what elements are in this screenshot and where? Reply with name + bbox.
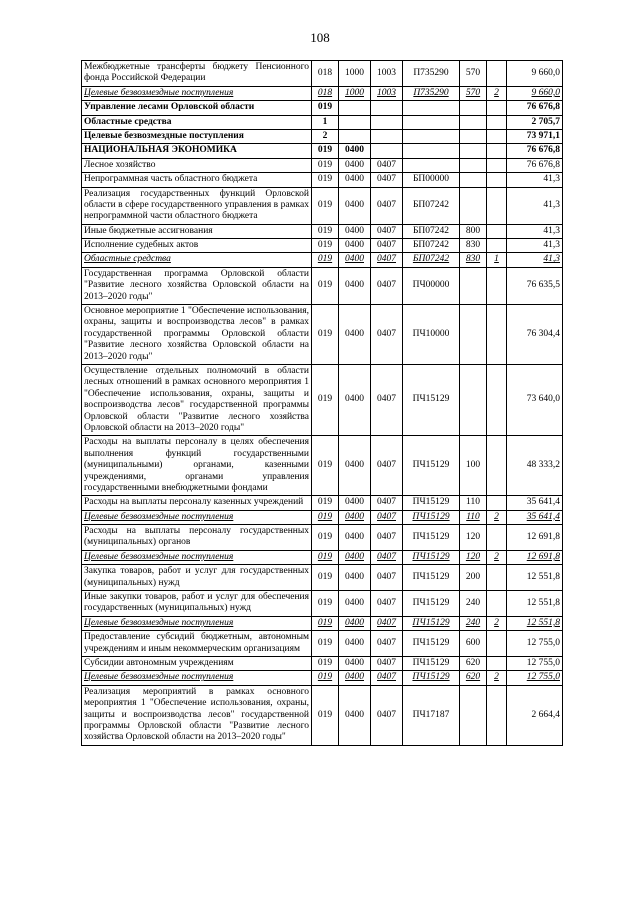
row-amount: 76 676,8 <box>507 144 563 158</box>
table-row <box>82 671 563 685</box>
row-funding-source <box>487 61 507 87</box>
row-section-code: 0400 <box>339 267 371 304</box>
row-subsection-code: 0407 <box>371 496 403 510</box>
row-amount: 35 641,4 <box>507 496 563 510</box>
row-funding-source <box>487 187 507 224</box>
table-row <box>82 101 563 115</box>
row-funding-source <box>487 685 507 745</box>
row-section-code: 0400 <box>339 591 371 617</box>
row-subsection-code <box>371 129 403 143</box>
row-target-article: ПЧ15129 <box>403 591 460 617</box>
row-name: Областные средства <box>82 115 312 129</box>
row-amount: 12 691,8 <box>507 525 563 551</box>
row-expense-type: 120 <box>460 550 487 564</box>
row-funding-source: 2 <box>487 510 507 524</box>
row-target-article: ПЧ15129 <box>403 565 460 591</box>
row-name: Расходы на выплаты персоналу государственных (муниципальных) органов <box>82 525 312 551</box>
row-funding-source: 2 <box>487 671 507 685</box>
row-target-article: ПЧ15129 <box>403 656 460 670</box>
row-target-article: ПЧ15129 <box>403 550 460 564</box>
table-row <box>82 616 563 630</box>
row-target-article: ПЧ15129 <box>403 525 460 551</box>
row-name: Целевые безвозмездные поступления <box>82 86 312 100</box>
row-funding-source <box>487 115 507 129</box>
row-ministry-code: 018 <box>312 61 339 87</box>
row-target-article <box>403 101 460 115</box>
row-subsection-code: 0407 <box>371 364 403 435</box>
row-ministry-code: 019 <box>312 436 339 496</box>
row-target-article: ПЧ15129 <box>403 671 460 685</box>
table-row <box>82 173 563 187</box>
row-ministry-code: 019 <box>312 550 339 564</box>
row-target-article: ПЧ15129 <box>403 510 460 524</box>
row-name: Расходы на выплаты персоналу казенных учреждений <box>82 496 312 510</box>
row-name: Иные закупки товаров, работ и услуг для обеспечения государственных (муниципальных) нужд <box>82 591 312 617</box>
row-funding-source <box>487 305 507 365</box>
row-ministry-code: 019 <box>312 173 339 187</box>
row-target-article: ПЧ00000 <box>403 267 460 304</box>
row-amount: 12 551,8 <box>507 591 563 617</box>
row-expense-type: 800 <box>460 224 487 238</box>
row-expense-type <box>460 158 487 172</box>
row-funding-source <box>487 129 507 143</box>
table-row <box>82 224 563 238</box>
row-expense-type: 100 <box>460 436 487 496</box>
row-section-code: 0400 <box>339 239 371 253</box>
row-amount: 12 551,8 <box>507 565 563 591</box>
row-section-code <box>339 101 371 115</box>
row-funding-source <box>487 525 507 551</box>
row-subsection-code: 0407 <box>371 187 403 224</box>
row-name: Государственная программа Орловской области "Развитие лесного хозяйства Орловской области на 2013–2020 годы" <box>82 267 312 304</box>
row-subsection-code: 0407 <box>371 631 403 657</box>
row-ministry-code: 019 <box>312 253 339 267</box>
row-amount: 9 660,0 <box>507 61 563 87</box>
row-amount: 73 640,0 <box>507 364 563 435</box>
row-name: Областные средства <box>82 253 312 267</box>
table-row <box>82 364 563 435</box>
row-ministry-code: 019 <box>312 101 339 115</box>
row-subsection-code <box>371 144 403 158</box>
row-funding-source <box>487 364 507 435</box>
row-target-article: ПЧ17187 <box>403 685 460 745</box>
row-section-code <box>339 115 371 129</box>
row-amount: 41,3 <box>507 173 563 187</box>
row-name: Целевые безвозмездные поступления <box>82 616 312 630</box>
row-section-code: 0400 <box>339 224 371 238</box>
table-row <box>82 685 563 745</box>
row-section-code: 0400 <box>339 631 371 657</box>
table-row <box>82 496 563 510</box>
row-funding-source <box>487 565 507 591</box>
row-subsection-code: 0407 <box>371 436 403 496</box>
row-amount: 12 755,0 <box>507 656 563 670</box>
row-expense-type <box>460 144 487 158</box>
row-subsection-code: 0407 <box>371 267 403 304</box>
row-expense-type <box>460 305 487 365</box>
row-section-code: 0400 <box>339 510 371 524</box>
row-expense-type: 620 <box>460 671 487 685</box>
row-ministry-code: 019 <box>312 685 339 745</box>
row-funding-source <box>487 101 507 115</box>
row-ministry-code: 019 <box>312 239 339 253</box>
row-target-article: БП07242 <box>403 224 460 238</box>
row-expense-type: 200 <box>460 565 487 591</box>
row-target-article <box>403 144 460 158</box>
row-amount: 76 635,5 <box>507 267 563 304</box>
row-subsection-code: 0407 <box>371 550 403 564</box>
row-name: Предоставление субсидий бюджетным, автономным учреждениям и иным некоммерческим организациям <box>82 631 312 657</box>
row-funding-source: 2 <box>487 86 507 100</box>
table-row <box>82 565 563 591</box>
row-ministry-code: 019 <box>312 224 339 238</box>
row-amount: 35 641,4 <box>507 510 563 524</box>
row-ministry-code: 019 <box>312 525 339 551</box>
row-section-code: 0400 <box>339 496 371 510</box>
row-subsection-code <box>371 101 403 115</box>
row-section-code: 0400 <box>339 616 371 630</box>
row-expense-type: 570 <box>460 61 487 87</box>
row-name: Исполнение судебных актов <box>82 239 312 253</box>
row-name: Лесное хозяйство <box>82 158 312 172</box>
row-name: НАЦИОНАЛЬНАЯ ЭКОНОМИКА <box>82 144 312 158</box>
row-target-article: ПЧ15129 <box>403 616 460 630</box>
table-row <box>82 115 563 129</box>
row-section-code: 0400 <box>339 525 371 551</box>
row-ministry-code: 019 <box>312 631 339 657</box>
row-funding-source <box>487 267 507 304</box>
row-name: Целевые безвозмездные поступления <box>82 510 312 524</box>
row-amount: 41,3 <box>507 253 563 267</box>
row-subsection-code: 0407 <box>371 591 403 617</box>
row-section-code: 1000 <box>339 86 371 100</box>
table-row <box>82 253 563 267</box>
row-name: Целевые безвозмездные поступления <box>82 671 312 685</box>
row-section-code: 0400 <box>339 144 371 158</box>
row-expense-type <box>460 267 487 304</box>
row-section-code: 0400 <box>339 671 371 685</box>
row-target-article: ПЧ10000 <box>403 305 460 365</box>
row-target-article: ПЧ15129 <box>403 496 460 510</box>
row-expense-type: 240 <box>460 591 487 617</box>
table-row <box>82 305 563 365</box>
row-expense-type: 570 <box>460 86 487 100</box>
row-name: Непрограммная часть областного бюджета <box>82 173 312 187</box>
row-subsection-code: 0407 <box>371 525 403 551</box>
row-subsection-code <box>371 115 403 129</box>
row-expense-type <box>460 685 487 745</box>
table-row <box>82 239 563 253</box>
row-subsection-code: 0407 <box>371 565 403 591</box>
row-subsection-code: 0407 <box>371 656 403 670</box>
row-amount: 12 551,8 <box>507 616 563 630</box>
row-funding-source <box>487 631 507 657</box>
row-expense-type <box>460 101 487 115</box>
row-section-code: 0400 <box>339 436 371 496</box>
table-row <box>82 86 563 100</box>
row-expense-type: 830 <box>460 239 487 253</box>
row-name: Субсидии автономным учреждениям <box>82 656 312 670</box>
row-section-code: 0400 <box>339 656 371 670</box>
row-expense-type <box>460 187 487 224</box>
row-ministry-code: 019 <box>312 187 339 224</box>
row-section-code: 0400 <box>339 550 371 564</box>
row-funding-source <box>487 144 507 158</box>
row-expense-type <box>460 173 487 187</box>
row-name: Закупка товаров, работ и услуг для государственных (муниципальных) нужд <box>82 565 312 591</box>
row-subsection-code: 0407 <box>371 510 403 524</box>
row-expense-type: 620 <box>460 656 487 670</box>
row-subsection-code: 1003 <box>371 86 403 100</box>
table-row <box>82 525 563 551</box>
row-target-article <box>403 115 460 129</box>
table-row <box>82 591 563 617</box>
row-section-code: 1000 <box>339 61 371 87</box>
row-funding-source: 2 <box>487 616 507 630</box>
row-subsection-code: 1003 <box>371 61 403 87</box>
row-funding-source <box>487 591 507 617</box>
row-funding-source <box>487 656 507 670</box>
row-ministry-code: 019 <box>312 510 339 524</box>
row-expense-type: 110 <box>460 496 487 510</box>
row-name: Реализация мероприятий в рамках основного мероприятия 1 "Обеспечение использования, охраны, защиты и воспроизводства лесов" государственной программы Орловской области "Развитие лесного хозяйства Орловской области на 2013–2020 годы" <box>82 685 312 745</box>
row-subsection-code: 0407 <box>371 305 403 365</box>
row-amount: 41,3 <box>507 224 563 238</box>
row-ministry-code: 019 <box>312 565 339 591</box>
row-section-code: 0400 <box>339 305 371 365</box>
row-ministry-code: 019 <box>312 671 339 685</box>
row-subsection-code: 0407 <box>371 685 403 745</box>
row-ministry-code: 019 <box>312 591 339 617</box>
row-expense-type: 830 <box>460 253 487 267</box>
row-name: Межбюджетные трансферты бюджету Пенсионного фонда Российской Федерации <box>82 61 312 87</box>
budget-table <box>81 60 563 746</box>
row-name: Управление лесами Орловской области <box>82 101 312 115</box>
row-name: Основное мероприятие 1 "Обеспечение использования, охраны, защиты и воспроизводства лесов" в рамках государственной программы Орловской области "Развитие лесного хозяйства Орловской области на 2013–2020 годы" <box>82 305 312 365</box>
row-amount: 76 304,4 <box>507 305 563 365</box>
row-funding-source <box>487 496 507 510</box>
row-section-code: 0400 <box>339 565 371 591</box>
row-target-article: БП07242 <box>403 187 460 224</box>
row-subsection-code: 0407 <box>371 158 403 172</box>
row-amount: 2 664,4 <box>507 685 563 745</box>
row-amount: 2 705,7 <box>507 115 563 129</box>
row-subsection-code: 0407 <box>371 173 403 187</box>
row-ministry-code: 019 <box>312 616 339 630</box>
row-target-article: ПЧ15129 <box>403 364 460 435</box>
row-expense-type <box>460 364 487 435</box>
row-section-code: 0400 <box>339 253 371 267</box>
row-ministry-code: 1 <box>312 115 339 129</box>
row-amount: 48 333,2 <box>507 436 563 496</box>
row-funding-source <box>487 224 507 238</box>
row-target-article <box>403 129 460 143</box>
row-expense-type: 240 <box>460 616 487 630</box>
page-number: 108 <box>310 30 330 45</box>
row-funding-source: 1 <box>487 253 507 267</box>
row-amount: 41,3 <box>507 239 563 253</box>
row-ministry-code: 019 <box>312 305 339 365</box>
row-amount: 41,3 <box>507 187 563 224</box>
row-expense-type: 120 <box>460 525 487 551</box>
row-target-article <box>403 158 460 172</box>
row-section-code: 0400 <box>339 364 371 435</box>
row-section-code: 0400 <box>339 158 371 172</box>
row-ministry-code: 2 <box>312 129 339 143</box>
row-amount: 9 660,0 <box>507 86 563 100</box>
table-row <box>82 550 563 564</box>
row-amount: 76 676,8 <box>507 158 563 172</box>
row-subsection-code: 0407 <box>371 239 403 253</box>
row-ministry-code: 019 <box>312 656 339 670</box>
row-subsection-code: 0407 <box>371 253 403 267</box>
row-name: Расходы на выплаты персоналу в целях обеспечения выполнения функций государственными (муниципальными) органами, казенными учреждениями, органами управления государственными внебюджетными фондами <box>82 436 312 496</box>
row-funding-source: 2 <box>487 550 507 564</box>
row-name: Реализация государственных функций Орловской области в сфере государственного управления в рамках непрограммной части областного бюджета <box>82 187 312 224</box>
row-ministry-code: 019 <box>312 496 339 510</box>
row-target-article: П735290 <box>403 61 460 87</box>
table-row <box>82 187 563 224</box>
row-target-article: БП07242 <box>403 253 460 267</box>
row-section-code: 0400 <box>339 685 371 745</box>
row-expense-type: 110 <box>460 510 487 524</box>
row-expense-type <box>460 129 487 143</box>
row-ministry-code: 019 <box>312 364 339 435</box>
row-section-code: 0400 <box>339 173 371 187</box>
row-funding-source <box>487 436 507 496</box>
row-target-article: БП07242 <box>403 239 460 253</box>
row-section-code: 0400 <box>339 187 371 224</box>
row-funding-source <box>487 158 507 172</box>
row-target-article: П735290 <box>403 86 460 100</box>
row-target-article: ПЧ15129 <box>403 436 460 496</box>
row-ministry-code: 019 <box>312 267 339 304</box>
row-expense-type: 600 <box>460 631 487 657</box>
row-subsection-code: 0407 <box>371 616 403 630</box>
row-section-code <box>339 129 371 143</box>
row-amount: 12 755,0 <box>507 631 563 657</box>
row-amount: 12 691,8 <box>507 550 563 564</box>
table-row <box>82 656 563 670</box>
row-name: Целевые безвозмездные поступления <box>82 129 312 143</box>
row-subsection-code: 0407 <box>371 224 403 238</box>
table-row <box>82 158 563 172</box>
row-ministry-code: 019 <box>312 158 339 172</box>
table-row <box>82 510 563 524</box>
table-row <box>82 129 563 143</box>
table-row <box>82 144 563 158</box>
row-amount: 12 755,0 <box>507 671 563 685</box>
row-target-article: БП00000 <box>403 173 460 187</box>
table-row <box>82 267 563 304</box>
row-name: Иные бюджетные ассигнования <box>82 224 312 238</box>
table-row <box>82 61 563 87</box>
row-target-article: ПЧ15129 <box>403 631 460 657</box>
row-ministry-code: 019 <box>312 144 339 158</box>
row-subsection-code: 0407 <box>371 671 403 685</box>
row-name: Целевые безвозмездные поступления <box>82 550 312 564</box>
row-name: Осуществление отдельных полномочий в области лесных отношений в рамках основного мероприятия 1 "Обеспечение использования, охраны, защиты и воспроизводства лесов" государственной программы Орловской области "Развитие лесного хозяйства Орловской области на 2013–2020 годы" <box>82 364 312 435</box>
row-funding-source <box>487 239 507 253</box>
row-amount: 76 676,8 <box>507 101 563 115</box>
table-row <box>82 631 563 657</box>
row-amount: 73 971,1 <box>507 129 563 143</box>
row-expense-type <box>460 115 487 129</box>
table-row <box>82 436 563 496</box>
row-ministry-code: 018 <box>312 86 339 100</box>
row-funding-source <box>487 173 507 187</box>
